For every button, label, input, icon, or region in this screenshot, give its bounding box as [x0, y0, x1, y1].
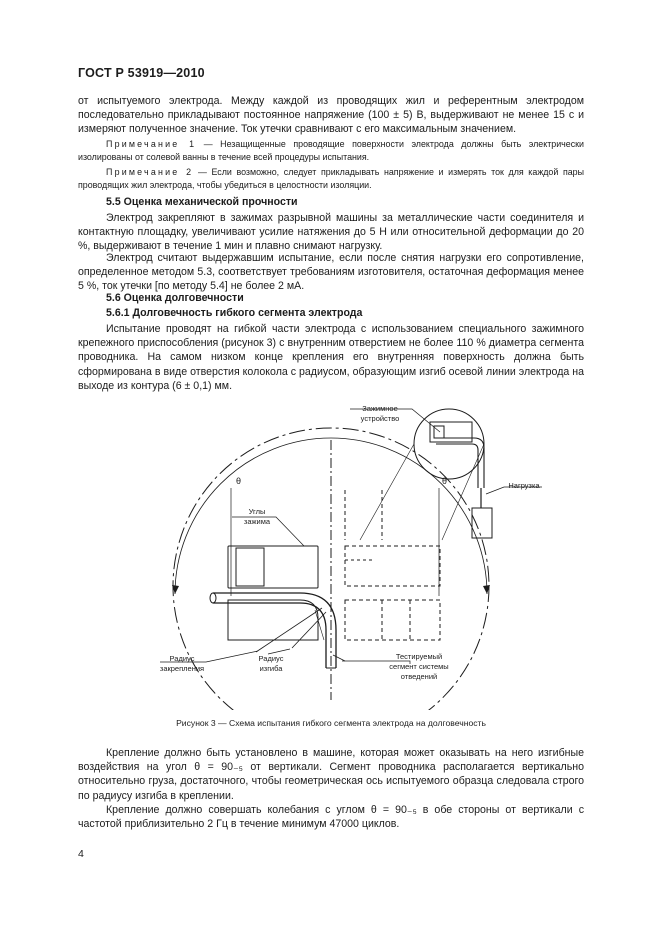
note-2 [78, 166, 584, 193]
page-number: 4 [78, 848, 84, 860]
section-5-6-heading: 5.6 Оценка долговечности [106, 292, 244, 304]
paragraph-flex-test: Испытание проводят на гибкой части электрода с использованием специального зажимного крепежного приспособления (рисунок 3) с внутренним отверстием не более 110 % диаметра сегмента проводника. На самом низком конце крепления его внутренняя поверхность должна быть сформирована в виде отверстия колокола с радиусом, образующим изгиб осевой линии электрода на выходе из контура (6 ± 0,1) мм. [78, 323, 584, 392]
label-theta-left: θ [236, 476, 242, 486]
label-fix-radius: Радиус [169, 654, 195, 663]
label-clamp: Зажимное [362, 404, 398, 413]
left-clamp-upper [228, 546, 318, 588]
label-tested: Тестируемый [395, 652, 443, 661]
label-tested-2: сегмент системы [389, 662, 449, 671]
paragraph-leak-test: от испытуемого электрода. Между каждой из проводящих жил и референтным электродом последовательно прикладывают постоянное напряжение (100 ± 5) В, выдерживают не менее 15 с и измеряют полученное значение. Ток утечки сравнивают с его максимальным значением. [78, 95, 584, 136]
label-fix-radius-2: закрепления [159, 664, 205, 673]
note-1-label: Примечание 1 [106, 139, 197, 149]
document-header: ГОСТ Р 53919—2010 [78, 66, 205, 80]
figure-3-diagram [0, 390, 661, 710]
label-bend-radius: Радиус [258, 654, 284, 663]
label-tested-3: отведений [400, 672, 438, 681]
paragraph-bending-setup: Крепление должно быть установлено в машине, которая может оказывать на него изгибные воздействия на угол θ = 90₋₅ от вертикали. Сегмент проводника располагается вертикально относительно груза, достаточного, чтобы геометрическая ось испытуемого образца следовала строго по радиусу изгиба в креплении. [78, 747, 584, 802]
label-bend-radius-2: изгиба [259, 664, 283, 673]
label-theta-right: θ [442, 476, 448, 486]
paragraph-oscillation: Крепление должно совершать колебания с углом θ = 90₋₅ в обе стороны от вертикали с частотой приблизительно 2 Гц в течение минимум 47000 циклов. [78, 804, 584, 831]
right-clamp-ghost-upper [345, 546, 440, 586]
right-clamp-ghost-lower [345, 600, 440, 640]
paragraph-pass-criteria: Электрод считают выдержавшим испытание, если после снятия нагрузки его сопротивление, определенное методом 5.3, соответствует требованиям изготовителя, остаточная деформация менее 5 %, ток утечки [по методу 5.4] не более 2 мА. [78, 252, 584, 293]
section-5-6-1-heading: 5.6.1 Долговечность гибкого сегмента электрода [106, 307, 363, 319]
label-corners-2: зажима [243, 517, 271, 526]
figure-3-caption: Рисунок 3 — Схема испытания гибкого сегмента электрода на долговечность [176, 718, 486, 728]
label-corners: Углы [248, 507, 266, 516]
note-1-text: — Незащищенные проводящие поверхности электрода должны быть электрически изолированы от солевой ванны в течение всей процедуры испытания. [78, 139, 585, 163]
label-clamp-2: устройство [360, 414, 400, 423]
section-5-5-heading: 5.5 Оценка механической прочности [106, 196, 298, 208]
label-load: Нагрузка [508, 481, 540, 490]
note-2-text: — Если возможно, следует прикладывать напряжение и измерять ток для каждой пары проводящих жил электрода, чтобы убедиться в целостности изоляции. [78, 167, 585, 191]
note-1 [78, 138, 584, 165]
note-2-label: Примечание 2 [106, 167, 194, 177]
paragraph-mechanical-test: Электрод закрепляют в зажимах разрывной машины за металлические части соединителя и контактную площадку, увеличивают усилие натяжения до 5 Н или относительной деформации до 20 %, выдерживают в течение 1 мин и плавно снимают нагрузку. [78, 212, 584, 253]
detail-clamp [430, 422, 472, 442]
